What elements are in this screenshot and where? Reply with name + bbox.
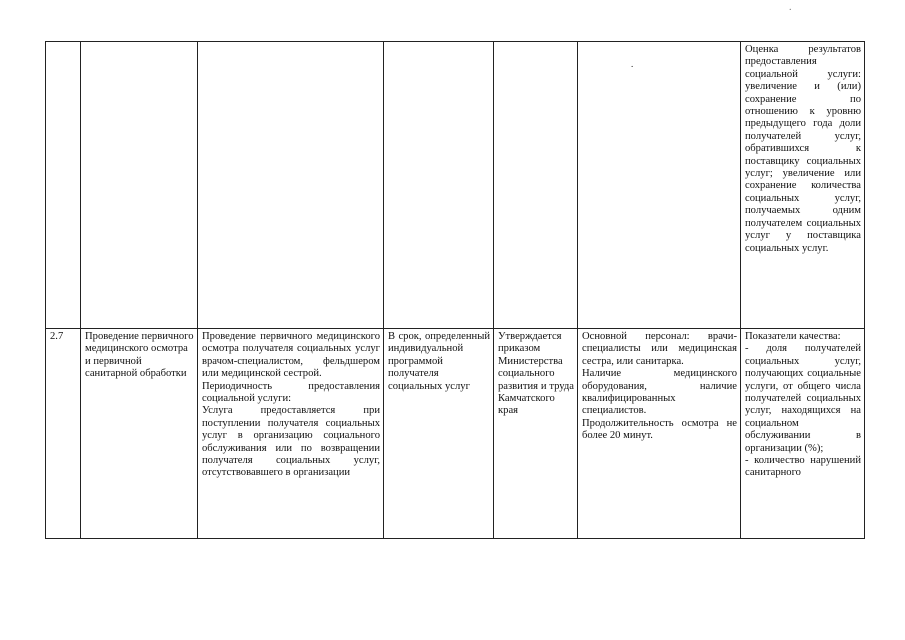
cell-number xyxy=(46,42,81,329)
cell-tariff xyxy=(494,42,578,329)
cell-conditions xyxy=(578,42,741,329)
stray-mark: . xyxy=(631,59,634,69)
services-table xyxy=(45,41,865,539)
service-tariff xyxy=(494,329,578,539)
cell-indicators xyxy=(741,42,865,329)
service-description xyxy=(198,329,384,539)
tariff-text: Утверждается приказом Министерства социального развития и труда Камчатского края xyxy=(498,331,574,417)
cell-term xyxy=(384,42,494,329)
table-row-continued xyxy=(46,42,865,329)
service-conditions xyxy=(578,329,741,539)
service-term xyxy=(384,329,494,539)
description-text: Проведение первичного медицинского осмотра получателя социальных услуг врачом-специалистом, фельдшером или медицинской сестрой. Периодичность предоставления социальной услуги: Услуга предоставляется при поступлении получателя социальных услуг в организацию социального обслуживания или по возвращении получателя социальных услуг, отсутствовавшего в организации xyxy=(202,331,380,479)
indicators-text: Оценка результатов предоставления социальной услуги: увеличение и (или) сохранение по отношению к уровню предыдущего года доли получателей услуг, обратившихся к поставщику социальных услуг; увеличение или сохранение количества социальных услуг, получаемых одним получателем социальных услуг у поставщика социальных услуг. xyxy=(745,44,861,254)
service-indicators xyxy=(741,329,865,539)
row-number: 2.7 xyxy=(46,329,81,539)
conditions-text: Основной персонал: врачи-специалисты или медицинская сестра, или санитарка. Наличие медицинского оборудования, наличие квалифицированных специалистов. Продолжительность осмотра не более 20 минут. xyxy=(582,331,737,442)
term-text: В срок, определенный индивидуальной программой получателя социальных услуг xyxy=(388,331,490,392)
indicators-text-2-7: Показатели качества: - доля получателей социальных услуг, получающих социальные услуги, от общего числа получателей социальных услуг, находящихся на социальном обслуживании в организации (%); - количество нарушений санитарного xyxy=(745,331,861,479)
corner-mark: . xyxy=(789,2,792,13)
table-row-2-7 xyxy=(46,329,865,539)
cell-name xyxy=(81,42,198,329)
service-name: Проведение первичного медицинского осмотра и первичной санитарной обработки xyxy=(81,329,198,539)
cell-description xyxy=(198,42,384,329)
